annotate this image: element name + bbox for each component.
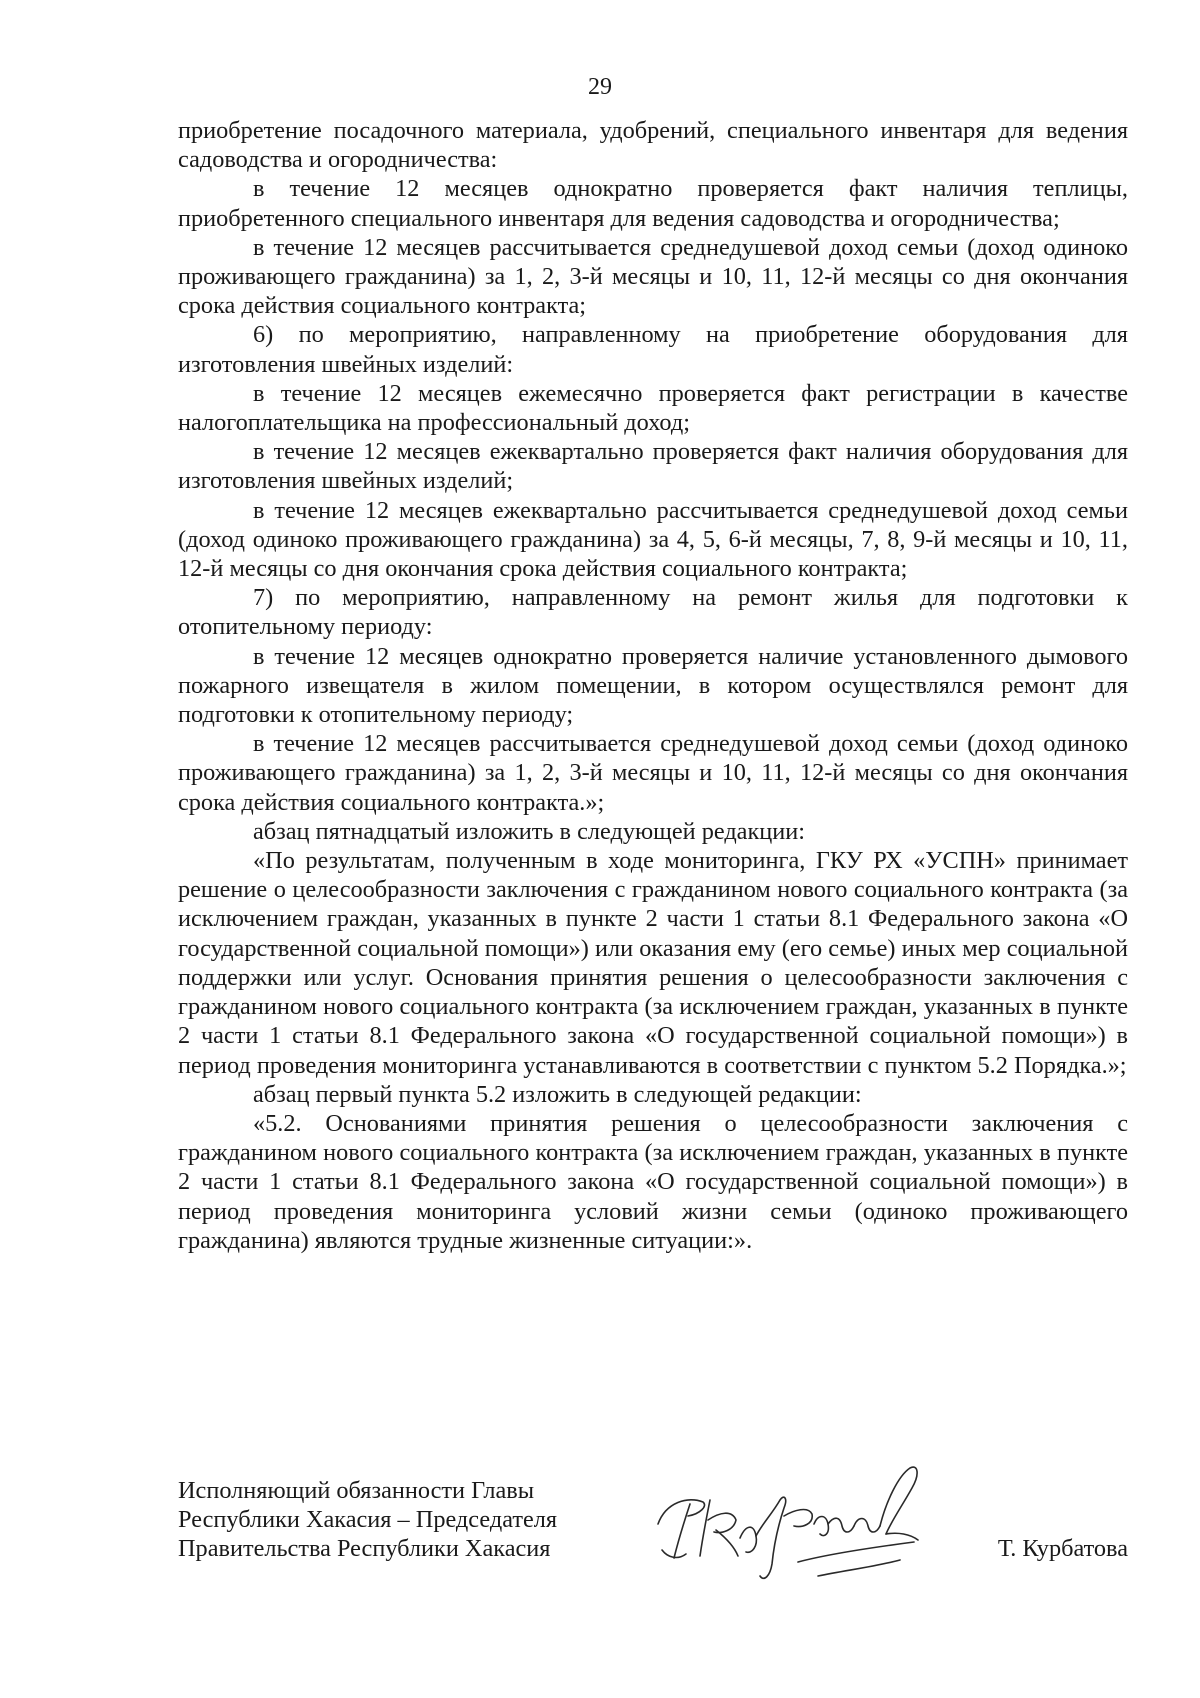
paragraph: в течение 12 месяцев ежеквартально рассчитывается среднедушевой доход семьи (доход одиноко проживающего гражданина) за 4, 5, 6-й месяцы, 7, 8, 9-й месяцы и 10, 11, 12-й месяцы со дня окончания срока действия социального контракта; <box>178 496 1128 583</box>
signer-title-line: Правительства Республики Хакасия <box>178 1535 551 1563</box>
paragraph: 7) по мероприятию, направленному на ремонт жилья для подготовки к отопительному периоду: <box>178 584 1128 641</box>
signer-name: Т. Курбатова <box>997 1535 1128 1562</box>
paragraph: в течение 12 месяцев однократно проверяется факт наличия теплицы, приобретенного специального инвентаря для ведения садоводства и огородничества; <box>178 175 1128 232</box>
signer-title <box>178 1476 638 1564</box>
paragraph: 6) по мероприятию, направленному на приобретение оборудования для изготовления швейных изделий: <box>178 321 1128 378</box>
paragraph: абзац первый пункта 5.2 изложить в следующей редакции: <box>253 1080 862 1108</box>
paragraph: приобретение посадочного материала, удобрений, специального инвентаря для ведения садоводства и огородничества: <box>178 117 1128 174</box>
document-body <box>178 116 1128 1255</box>
paragraph: в течение 12 месяцев однократно проверяется наличие установленного дымового пожарного извещателя в жилом помещении, в котором осуществлялся ремонт для подготовки к отопительному периоду; <box>178 642 1128 729</box>
signature-block <box>178 1476 1128 1596</box>
paragraph: в течение 12 месяцев ежемесячно проверяется факт регистрации в качестве налогоплательщика на профессиональный доход; <box>178 379 1128 437</box>
paragraph: «5.2. Основаниями принятия решения о целесообразности заключения с гражданином нового социального контракта (за исключением граждан, указанных в пункте 2 части 1 статьи 8.1 Федерального закона «О государственной социальной помощи») в период проведения мониторинга условий жизни семьи (одиноко проживающего гражданина) являются трудные жизненные ситуации:». <box>178 1109 1128 1254</box>
paragraph: «По результатам, полученным в ходе мониторинга, ГКУ РХ «УСПН» принимает решение о целесообразности заключения с гражданином нового социального контракта (за исключением граждан, указанных в пункте 2 части 1 статьи 8.1 Федерального закона «О государственной социальной помощи») или оказания ему (его семье) иных мер социальной поддержки или услуг. Основания принятия решения о целесообразности заключения с гражданином нового социального контракта (за исключением граждан, указанных в пункте 2 части 1 статьи 8.1 Федерального закона «О государственной социальной помощи») в период проведения мониторинга устанавливаются в соответствии с пунктом 5.2 Порядка.»; <box>178 847 1128 1079</box>
paragraph: абзац пятнадцатый изложить в следующей редакции: <box>253 817 806 845</box>
paragraph: в течение 12 месяцев ежеквартально проверяется факт наличия оборудования для изготовления швейных изделий; <box>178 438 1128 495</box>
paragraph: в течение 12 месяцев рассчитывается среднедушевой доход семьи (доход одиноко проживающего гражданина) за 1, 2, 3-й месяцы и 10, 11, 12-й месяцы со дня окончания срока действия социального контракта.»; <box>178 730 1128 816</box>
handwritten-signature <box>648 1454 928 1594</box>
signer-title-line: Республики Хакасия – Председателя <box>178 1506 558 1534</box>
page-number: 29 <box>588 74 612 100</box>
signer-title-line: Исполняющий обязанности Главы <box>178 1477 535 1504</box>
paragraph: в течение 12 месяцев рассчитывается среднедушевой доход семьи (доход одиноко проживающего гражданина) за 1, 2, 3-й месяцы и 10, 11, 12-й месяцы со дня окончания срока действия социального контракта; <box>178 233 1128 320</box>
